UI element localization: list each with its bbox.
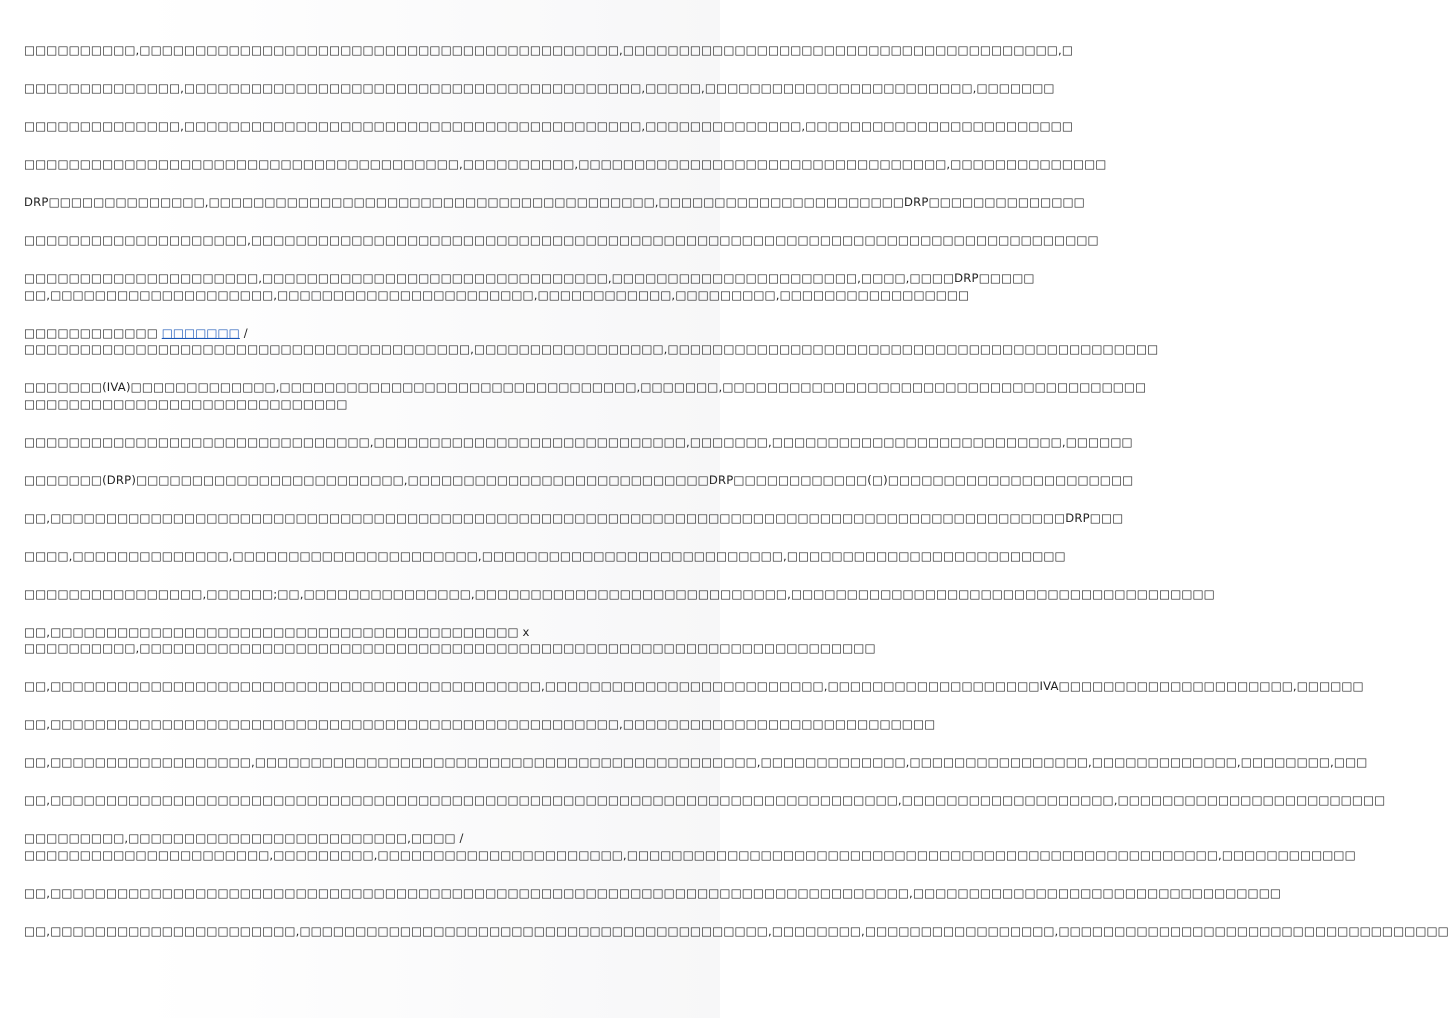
text-line: □□□□□□□□□□□□□□□□□□□□□□□□□□□□□□□□□□□□□□□□,□□□□□□□□□□□□□□□□□,□□□□□□□□□□□□□□□□□□□□□□□□□□□□□□□□□□□□□□□□□□□□ <box>24 342 1159 356</box>
document-body <box>24 42 1449 961</box>
text-line: □□□□□□□□□□□□□□□□□□□□□□□□□□□□□ <box>24 396 348 411</box>
paragraph <box>24 586 1215 603</box>
link-trailing-text: / <box>239 325 248 340</box>
paragraph <box>24 624 876 657</box>
text-line: □□□□□□□(DRP)□□□□□□□□□□□□□□□□□□□□□□□□,□□□□□□□□□□□□□□□□□□□□□□□□□□□DRP□□□□□□□□□□□□(□)□□□□□□□□□□□□□□□□□□□□□□ <box>24 472 1134 487</box>
paragraph <box>24 716 936 733</box>
paragraph <box>24 232 1099 249</box>
text-line: □□□□□□□□□□□□□□□□□□□□□□□□□□□□□□□,□□□□□□□□□□□□□□□□□□□□□□□□□□□□,□□□□□□□,□□□□□□□□□□□□□□□□□□□□□□□□□□,□□□□□□ <box>24 434 1133 449</box>
paragraph <box>24 156 1107 173</box>
text-line: □□□□□□□□□□,□□□□□□□□□□□□□□□□□□□□□□□□□□□□□□□□□□□□□□□□□□□,□□□□□□□□□□□□□□□□□□□□□□□□□□□□□□□□□□□□□□□,□ <box>24 43 1073 57</box>
text-line: □□,□□□□□□□□□□□□□□□□□□□□□□□□□□□□□□□□□□□□□□□□□□□□□□□□□□□□□□□□□□□□□□□□□□□□□□□□□□□□□□□□□□□□□□□□□□□DRP□□□ <box>24 510 1124 525</box>
paragraph <box>24 923 1449 940</box>
text-line: □□□□□□□(IVA)□□□□□□□□□□□□□,□□□□□□□□□□□□□□□□□□□□□□□□□□□□□□□□,□□□□□□□,□□□□□□□□□□□□□□□□□□□□□□□□□□□□□□□□□□□□□□ <box>24 380 1147 394</box>
inline-link[interactable]: □□□□□□□ <box>161 325 240 340</box>
text-line: DRP□□□□□□□□□□□□□□,□□□□□□□□□□□□□□□□□□□□□□□□□□□□□□□□□□□□□□□□,□□□□□□□□□□□□□□□□□□□□□□DRP□□□□□□□□□□□□□□ <box>24 195 1085 209</box>
paragraph <box>24 678 1364 695</box>
text-line: □□□□□□□□□□□□□□□□□□□□,□□□□□□□□□□□□□□□□□□□□□□□□□□□□□□□□□□□□□□□□□□□□□□□□□□□□□□□□□□□□□□□□□□□□□□□□□□□□ <box>24 233 1099 247</box>
text-line: □□,□□□□□□□□□□□□□□□□□□□□□□□□□□□□□□□□□□□□□□□□□□□□□□□□□□□□□□□□□□□□□□□□□□□□□□□□□□□□,□□□□□□□□□□□□□□□□□□□,□□□□□□□□□□□□□□□□□□□□□□□□ <box>24 793 1386 807</box>
paragraph <box>24 548 1066 565</box>
text-line-with-link <box>24 325 714 342</box>
text-line: □□□□□□□□□□□□□□,□□□□□□□□□□□□□□□□□□□□□□□□□□□□□□□□□□□□□□□□□,□□□□□□□□□□□□□□,□□□□□□□□□□□□□□□□□□□□□□□□ <box>24 119 1073 133</box>
text-line: □□□□□□□□□□,□□□□□□□□□□□□□□□□□□□□□□□□□□□□□□□□□□□□□□□□□□□□□□□□□□□□□□□□□□□□□□□□□□ <box>24 641 876 655</box>
text-line: □□,□□□□□□□□□□□□□□□□□□□□□□□□□□□□□□□□□□□□□□□□□□□□,□□□□□□□□□□□□□□□□□□□□□□□□□,□□□□□□□□□□□□□□□□□□□IVA□□□□□□□□□□□□□□□□□□□□□,□□□□□□ <box>24 679 1364 693</box>
text-line: □□,□□□□□□□□□□□□□□□□□□□□□□□□□□□□□□□□□□□□□□□□□□□□□□□□□□□□□□□□□□□□□□□□□□□□□□□□□□□□□,□□□□□□□□□□□□□□□□□□□□□□□□□□□□□□□□□ <box>24 885 1282 900</box>
text-line: □□,□□□□□□□□□□□□□□□□□□□□□□□□□□□□□□□□□□□□□□□□□□□□□□□□□□□,□□□□□□□□□□□□□□□□□□□□□□□□□□□□ <box>24 717 936 731</box>
paragraph <box>24 379 1147 412</box>
paragraph <box>24 792 1386 809</box>
text-line: □□□□□□□□□□□□□□,□□□□□□□□□□□□□□□□□□□□□□□□□□□□□□□□□□□□□□□□□,□□□□□,□□□□□□□□□□□□□□□□□□□□□□□□,□□□□□□□ <box>24 81 1055 95</box>
link-intro-text: □□□□□□□□□□□□ <box>24 325 162 340</box>
paragraph <box>24 80 1055 97</box>
text-line: □□□□,□□□□□□□□□□□□□□,□□□□□□□□□□□□□□□□□□□□□□,□□□□□□□□□□□□□□□□□□□□□□□□□□□,□□□□□□□□□□□□□□□□□□□□□□□□□ <box>24 548 1066 563</box>
text-line: □□,□□□□□□□□□□□□□□□□□□,□□□□□□□□□□□□□□□□□□□□□□□□□□□□□□□□□□□□□□□□□□□□□,□□□□□□□□□□□□□,□□□□□□□□□□□□□□□□,□□□□□□□□□□□□□,□□□□□□□□,□□□ <box>24 755 1368 769</box>
text-line: □□,□□□□□□□□□□□□□□□□□□□□□□,□□□□□□□□□□□□□□□□□□□□□□□□□□□□□□□□□□□□□□□□□□,□□□□□□□□,□□□□□□□□□□□□□□□□□,□□□□□□□□□□□□□□□□□□□□□□□□□□□□□□□□□□□ <box>24 923 1449 938</box>
text-line: □□□□□□□□□□□□□□□□□□□□□□□□□□□□□□□□□□□□□□□,□□□□□□□□□□,□□□□□□□□□□□□□□□□□□□□□□□□□□□□□□□□□,□□□□□□□□□□□□□□ <box>24 157 1107 171</box>
text-line: □□□□□□□□□□□□□□□□□□□□□□,□□□□□□□□□,□□□□□□□□□□□□□□□□□□□□□□,□□□□□□□□□□□□□□□□□□□□□□□□□□□□□□□□□□□□□□□□□□□□□□□□□□□□□,□□□□□□□□□□□□ <box>24 847 1356 862</box>
paragraph <box>24 885 1282 902</box>
paragraph <box>24 472 1134 489</box>
text-line: □□□□□□□□□□□□□□□□□□□□□,□□□□□□□□□□□□□□□□□□□□□□□□□□□□□□□,□□□□□□□□□□□□□□□□□□□□□□,□□□□,□□□□DRP□□□□□ <box>24 271 1035 285</box>
paragraph <box>24 270 1035 303</box>
paragraph-with-link <box>24 325 1159 358</box>
paragraph <box>24 118 1073 135</box>
text-line: □□,□□□□□□□□□□□□□□□□□□□□□□□□□□□□□□□□□□□□□□□□□□ x <box>24 624 530 639</box>
text-line: □□□□□□□□□□□□□□□□,□□□□□□;□□,□□□□□□□□□□□□□□□,□□□□□□□□□□□□□□□□□□□□□□□□□□□□,□□□□□□□□□□□□□□□□□□□□□□□□□□□□□□□□□□□□□□ <box>24 586 1215 601</box>
paragraph <box>24 830 1356 863</box>
text-line: □□□□□□□□□,□□□□□□□□□□□□□□□□□□□□□□□□□,□□□□ / <box>24 831 464 845</box>
paragraph <box>24 510 1124 527</box>
paragraph <box>24 42 1073 59</box>
paragraph <box>24 434 1133 451</box>
text-line: □□,□□□□□□□□□□□□□□□□□□□□,□□□□□□□□□□□□□□□□□□□□□□□,□□□□□□□□□□□□,□□□□□□□□□,□□□□□□□□□□□□□□□□□ <box>24 287 970 302</box>
paragraph <box>24 194 1085 211</box>
paragraph <box>24 754 1368 771</box>
